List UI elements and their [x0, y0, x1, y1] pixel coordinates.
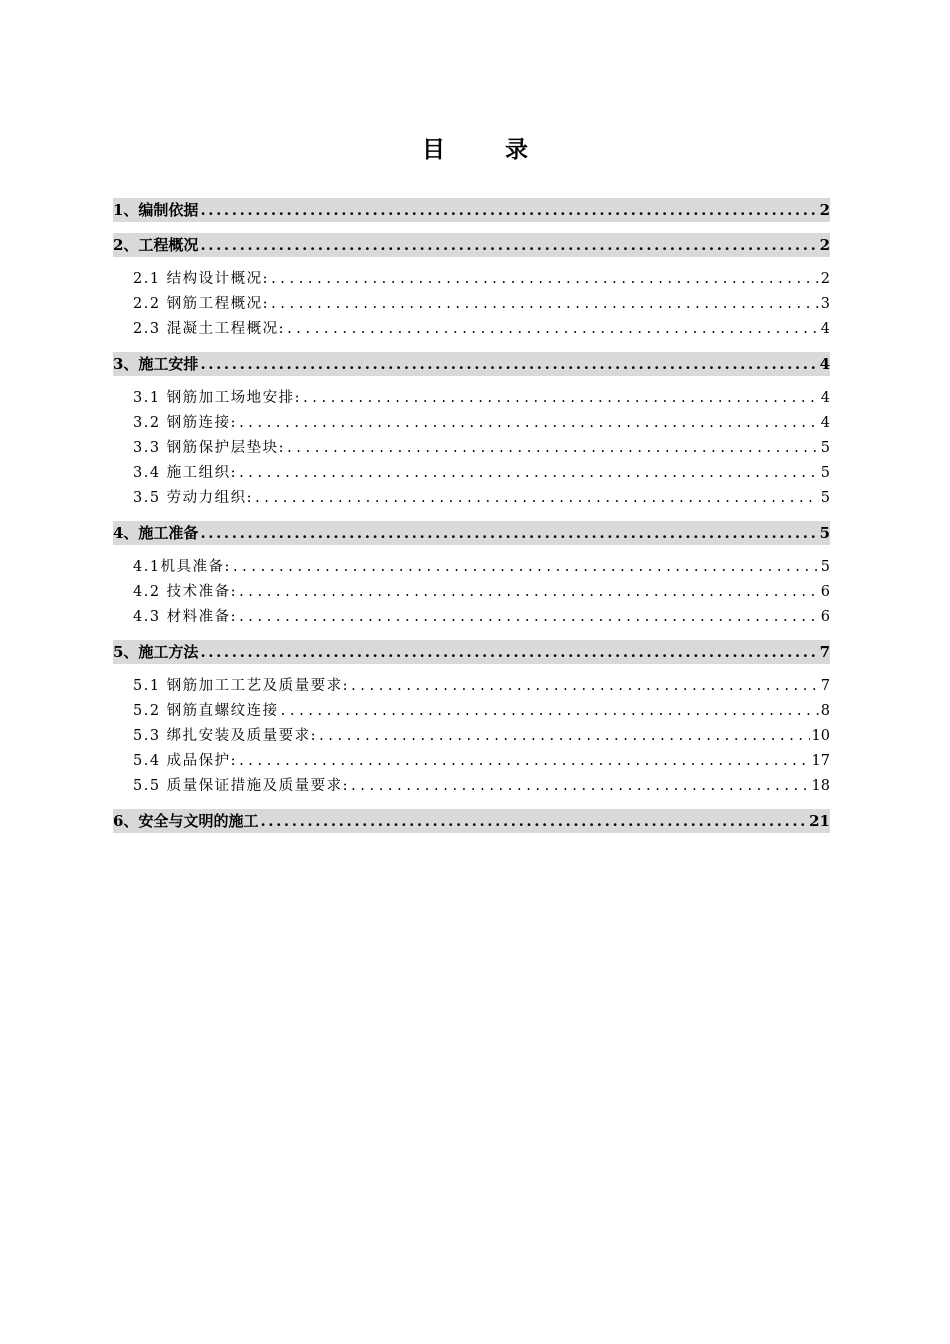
toc-entry-page: 5 — [820, 490, 830, 506]
toc-dot-leader — [319, 725, 809, 747]
toc-entry-page: 2 — [820, 271, 830, 287]
toc-dot-leader — [200, 233, 817, 257]
toc-entry-page: 6 — [820, 584, 830, 600]
toc-entry-label: 3、施工安排 — [113, 355, 199, 373]
toc-entry-5-5[interactable] — [113, 775, 830, 797]
toc-dot-leader — [239, 462, 819, 484]
toc-entry-3-1[interactable] — [113, 387, 830, 409]
toc-entry-page: 5 — [820, 440, 830, 456]
toc-entry-5-2[interactable] — [113, 700, 830, 722]
toc-entry-page: 4 — [820, 321, 830, 337]
toc-dot-leader — [200, 521, 817, 545]
toc-entry-3-2[interactable] — [113, 412, 830, 434]
toc-entry-label: 4.2 技术准备: — [133, 584, 238, 600]
toc-dot-leader — [260, 809, 807, 833]
toc-entry-page: 18 — [811, 778, 830, 794]
toc-entry-page: 8 — [820, 703, 830, 719]
toc-entry-label: 5.3 绑扎安装及质量要求: — [133, 728, 318, 744]
toc-dot-leader — [281, 700, 819, 722]
toc-entry-5[interactable] — [113, 640, 830, 664]
toc-entry-page: 21 — [809, 812, 830, 830]
toc-dot-leader — [351, 675, 819, 697]
toc-entry-2-2[interactable] — [113, 293, 830, 315]
toc-entry-label: 3.4 施工组织: — [133, 465, 238, 481]
toc-dot-leader — [239, 412, 819, 434]
toc-entry-5-4[interactable] — [113, 750, 830, 772]
toc-entry-3[interactable] — [113, 352, 830, 376]
toc-dot-leader — [271, 268, 819, 290]
toc-dot-leader — [255, 487, 819, 509]
toc-entry-label: 2.1 结构设计概况: — [133, 271, 270, 287]
toc-entry-label: 3.5 劳动力组织: — [133, 490, 254, 506]
toc-entry-label: 4.3 材料准备: — [133, 609, 238, 625]
toc-entry-label: 3.2 钢筋连接: — [133, 415, 238, 431]
toc-entry-2-3[interactable] — [113, 318, 830, 340]
toc-dot-leader — [239, 750, 809, 772]
toc-entry-label: 5.5 质量保证措施及质量要求: — [133, 778, 350, 794]
toc-entry-page: 2 — [819, 236, 830, 254]
toc-entry-page: 6 — [820, 609, 830, 625]
toc-dot-leader — [271, 293, 819, 315]
toc-entry-page: 7 — [820, 678, 830, 694]
toc-entry-page: 5 — [819, 524, 830, 542]
table-of-contents — [113, 198, 830, 845]
toc-entry-label: 2.2 钢筋工程概况: — [133, 296, 270, 312]
toc-entry-label: 5.4 成品保护: — [133, 753, 238, 769]
toc-entry-6[interactable] — [113, 809, 830, 833]
toc-entry-label: 4、施工准备 — [113, 524, 199, 542]
toc-entry-page: 2 — [819, 201, 830, 219]
toc-entry-5-1[interactable] — [113, 675, 830, 697]
toc-entry-label: 1、编制依据 — [113, 201, 199, 219]
toc-entry-page: 17 — [811, 753, 830, 769]
page-title: 目 录 — [421, 136, 554, 163]
toc-entry-page: 5 — [820, 465, 830, 481]
toc-dot-leader — [200, 640, 817, 664]
toc-entry-4-1[interactable] — [113, 556, 830, 578]
toc-dot-leader — [351, 775, 809, 797]
toc-entry-3-5[interactable] — [113, 487, 830, 509]
toc-entry-label: 2、工程概况 — [113, 236, 199, 254]
toc-dot-leader — [233, 556, 819, 578]
toc-entry-page: 7 — [819, 643, 830, 661]
toc-dot-leader — [287, 318, 819, 340]
toc-entry-2[interactable] — [113, 233, 830, 257]
toc-entry-label: 5、施工方法 — [113, 643, 199, 661]
toc-entry-2-1[interactable] — [113, 268, 830, 290]
toc-entry-1[interactable] — [113, 198, 830, 222]
toc-entry-label: 5.2 钢筋直螺纹连接 — [133, 703, 279, 719]
toc-entry-page: 3 — [820, 296, 830, 312]
toc-entry-label: 6、安全与文明的施工 — [113, 812, 259, 830]
toc-dot-leader — [200, 352, 817, 376]
toc-entry-label: 5.1 钢筋加工工艺及质量要求: — [133, 678, 350, 694]
toc-entry-page: 4 — [820, 415, 830, 431]
toc-entry-label: 2.3 混凝土工程概况: — [133, 321, 286, 337]
toc-dot-leader — [239, 606, 819, 628]
toc-entry-page: 5 — [820, 559, 830, 575]
toc-entry-4-3[interactable] — [113, 606, 830, 628]
toc-dot-leader — [200, 198, 817, 222]
toc-dot-leader — [303, 387, 819, 409]
toc-entry-label: 3.3 钢筋保护层垫块: — [133, 440, 286, 456]
toc-entry-4-2[interactable] — [113, 581, 830, 603]
toc-entry-page: 4 — [819, 355, 830, 373]
toc-entry-label: 3.1 钢筋加工场地安排: — [133, 390, 302, 406]
toc-entry-3-4[interactable] — [113, 462, 830, 484]
toc-entry-label: 4.1机具准备: — [133, 559, 231, 575]
toc-entry-3-3[interactable] — [113, 437, 830, 459]
toc-dot-leader — [287, 437, 819, 459]
toc-entry-page: 10 — [811, 728, 830, 744]
toc-entry-5-3[interactable] — [113, 725, 830, 747]
toc-dot-leader — [239, 581, 819, 603]
toc-entry-page: 4 — [820, 390, 830, 406]
toc-entry-4[interactable] — [113, 521, 830, 545]
